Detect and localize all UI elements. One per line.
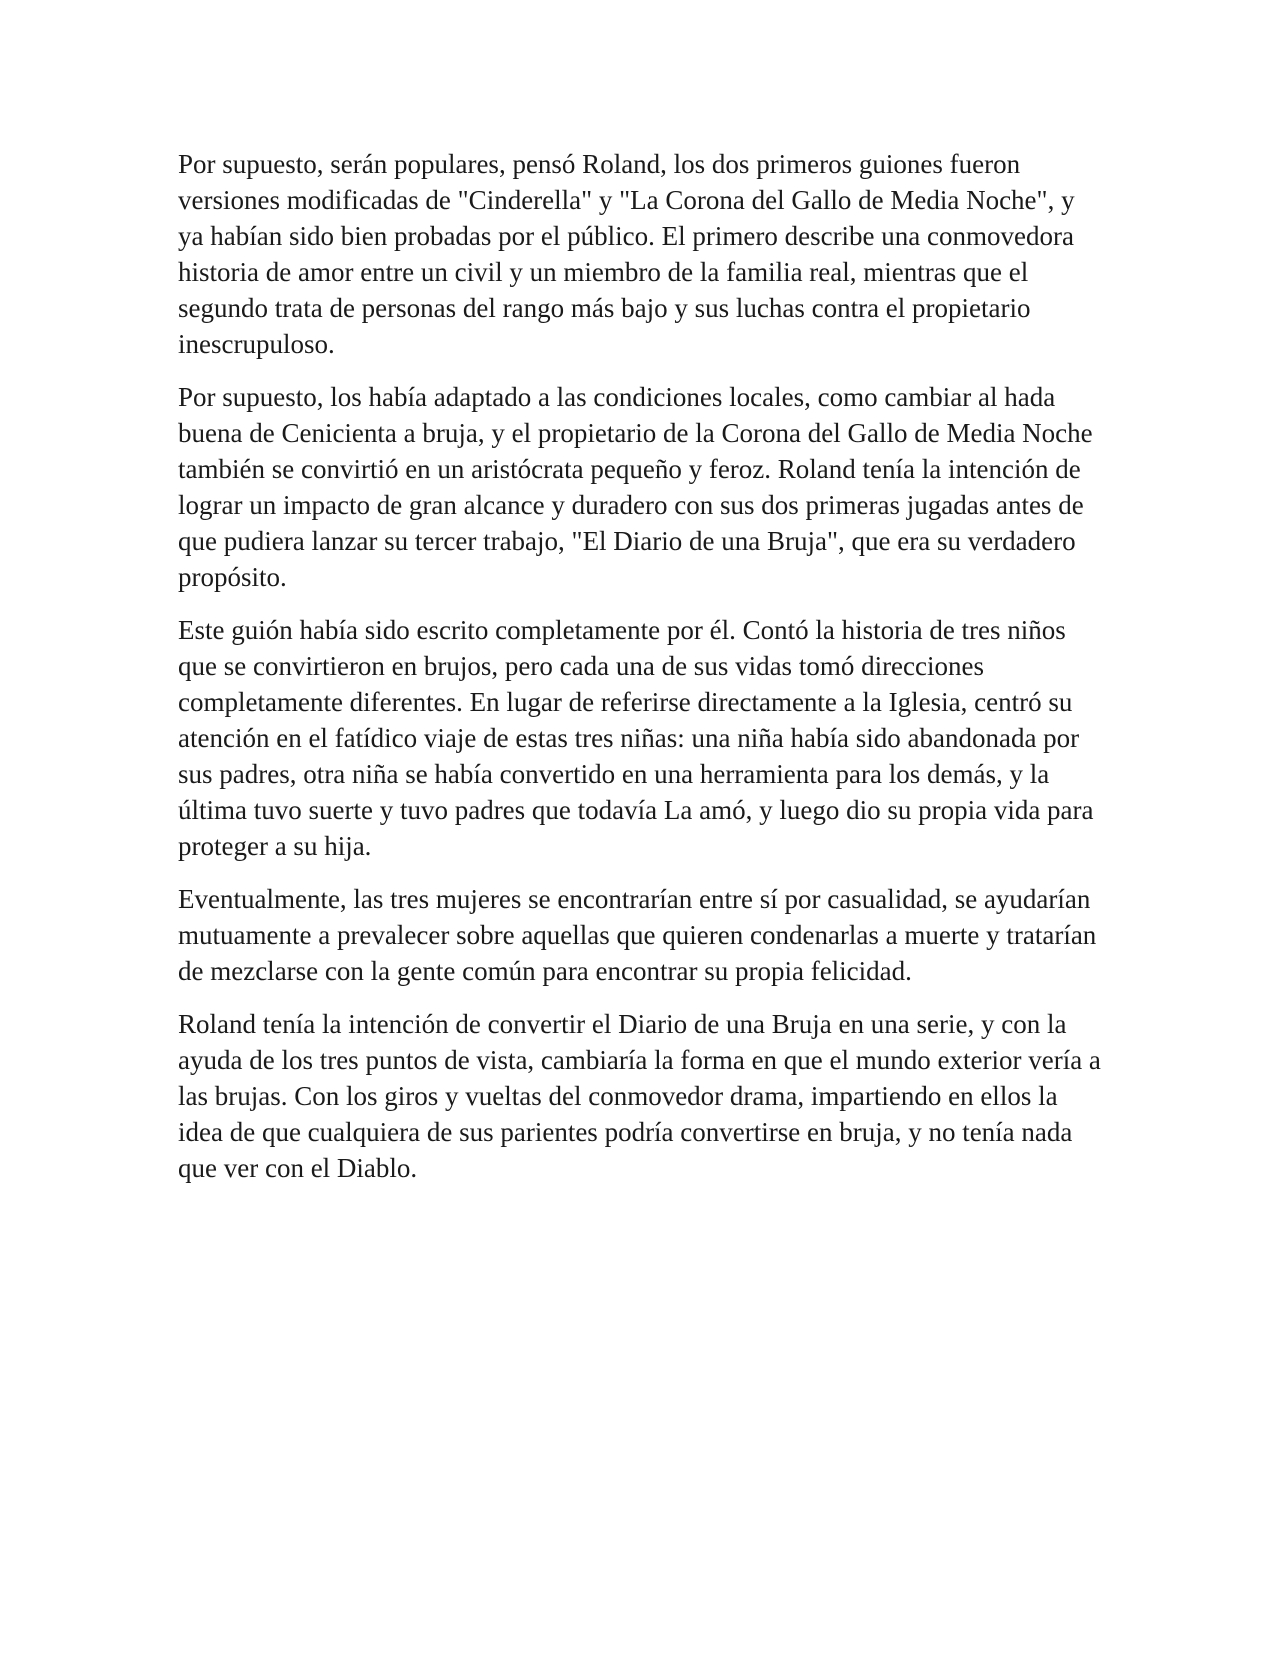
paragraph-1: Por supuesto, serán populares, pensó Roland, los dos primeros guiones fueron versiones modificadas de "Cinderella" y "La Corona del Gallo de Media Noche", y ya habían sido bien probadas por el público. El primero describe una conmovedora historia de amor entre un civil y un miembro de la familia real, mientras que el segundo trata de personas del rango más bajo y sus luchas contra el propietario inescrupuloso. <box>178 149 1075 359</box>
paragraph-5: Roland tenía la intención de convertir el Diario de una Bruja en una serie, y con la ayuda de los tres puntos de vista, cambiaría la forma en que el mundo exterior vería a las brujas. Con los giros y vueltas del conmovedor drama, impartiendo en ellos la idea de que cualquiera de sus parientes podría convertirse en bruja, y no tenía nada que ver con el Diablo. <box>178 1009 1101 1183</box>
paragraph-3: Este guión había sido escrito completamente por él. Contó la historia de tres niños que se convirtieron en brujos, pero cada una de sus vidas tomó direcciones completamente diferentes. En lugar de referirse directamente a la Iglesia, centró su atención en el fatídico viaje de estas tres niñas: una niña había sido abandonada por sus padres, otra niña se había convertido en una herramienta para los demás, y la última tuvo suerte y tuvo padres que todavía La amó, y luego dio su propia vida para proteger a su hija. <box>178 615 1094 861</box>
paragraph-4: Eventualmente, las tres mujeres se encontrarían entre sí por casualidad, se ayudarían mutuamente a prevalecer sobre aquellas que quieren condenarlas a muerte y tratarían de mezclarse con la gente común para encontrar su propia felicidad. <box>178 884 1097 986</box>
document-body <box>178 146 1103 1203</box>
paragraph-2: Por supuesto, los había adaptado a las condiciones locales, como cambiar al hada buena de Cenicienta a bruja, y el propietario de la Corona del Gallo de Media Noche también se convirtió en un aristócrata pequeño y feroz. Roland tenía la intención de lograr un impacto de gran alcance y duradero con sus dos primeras jugadas antes de que pudiera lanzar su tercer trabajo, "El Diario de una Bruja", que era su verdadero propósito. <box>178 382 1093 592</box>
